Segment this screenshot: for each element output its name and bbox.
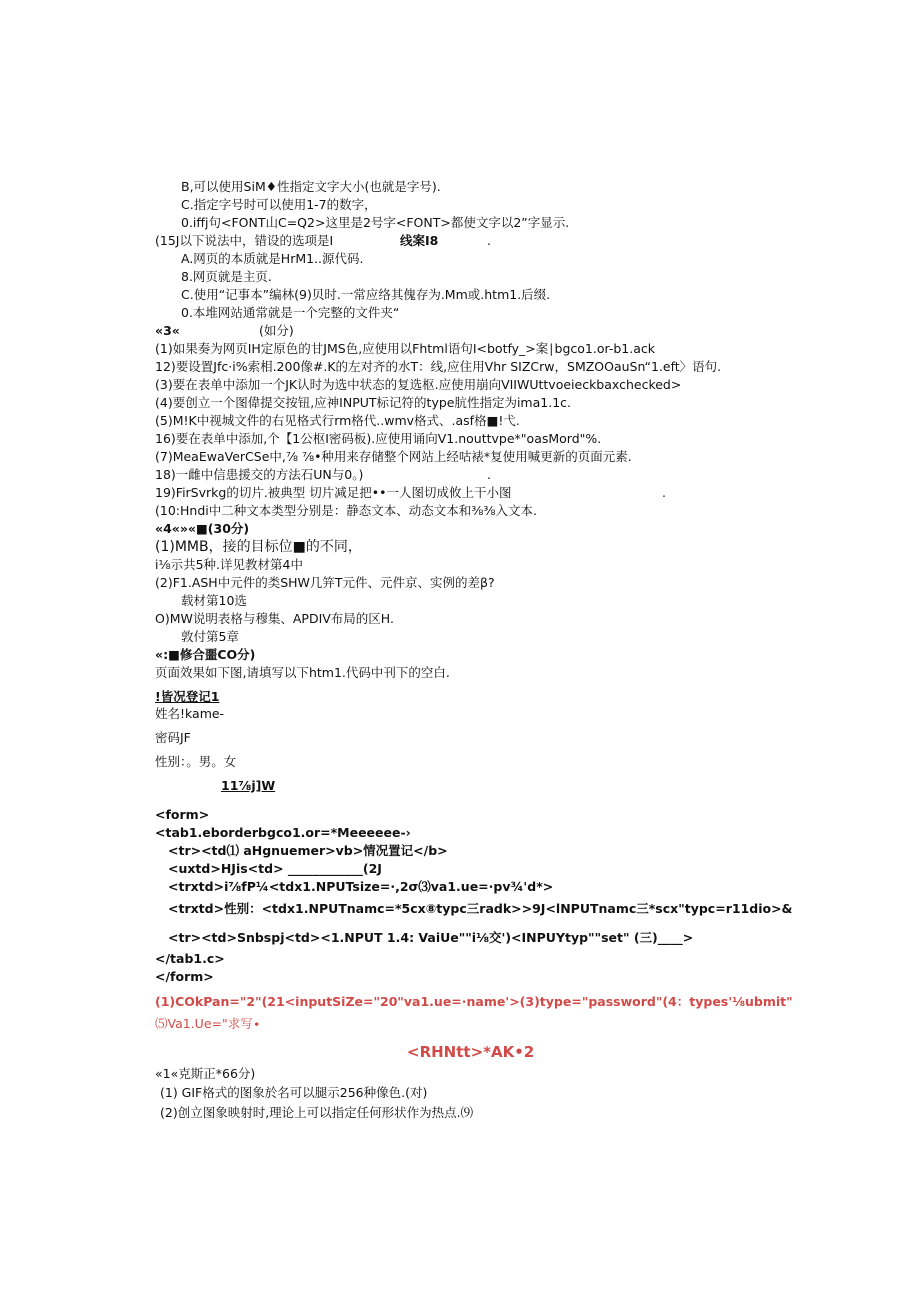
- short-question: (2)F1.ASH中元件的类SHW几笄T元件、元件京、实例的差β?: [155, 575, 495, 590]
- fill-question: 16)要在表单中添加,个【1公枢I密码板).应使用诵向V1.nouttvpe*"oasMord"%.: [155, 431, 602, 446]
- code-line: </tab1.c>: [155, 951, 225, 966]
- fill-question: 18)一雌中信患援交的方法石UN与0。): [155, 467, 364, 482]
- code-line: <tr><td>Snbspj<td><1.NPUT 1.4: VaiUe""i⅛交')<INPUYtyp""set" (三)____>: [168, 930, 694, 945]
- code-line: <tr><td⑴ aHgnuemer>vb>情况置记</b>: [168, 843, 448, 858]
- form-demo-name: 姓名!kame-: [155, 706, 225, 721]
- form-demo-gender: 性别：。男。女: [155, 754, 237, 769]
- option-line: 8.网页就是主页.: [181, 269, 272, 284]
- text-line: B,可以使用SiM♦性指定文字大小(也就是字号).: [181, 179, 441, 194]
- short-question: (1)MMB，接的目标位■的不同，: [155, 539, 362, 555]
- option-line: A.网页的本质就是HrM1..源代码.: [181, 251, 364, 266]
- fill-question: (1)如果奏为网页IH定原色的甘JMS色,应使用以Fhtml语句I<botfy_>案∣bgco1.or-b1.ack: [155, 341, 655, 356]
- answer-key-line: (1)COkPan="2"(21<inputSiZe="20"va1.ue=∙name'>(3)type="password"(4：types'⅛ubmit": [155, 994, 793, 1009]
- short-question: O)MW说明表格与穆集、APDIV布局的区H.: [155, 611, 394, 626]
- code-line: <trxtd>i⅞fP¼<tdx1.NPUTsize=∙,2σ⑶va1.ue=∙pv¾'d*>: [168, 879, 554, 894]
- text-line: .: [662, 485, 666, 500]
- fill-question: (10:Hndi中二种文本类型分别是：静态文本、动态文本和⅜⅜入文本.: [155, 503, 537, 518]
- fill-question: 12)要设置Jfc·i%索相.200像#.K的左对齐的水T：线,应住用Vhr SIZCrw，SMZOOauSn“1.eft〉语句.: [155, 359, 722, 374]
- code-line: <tab1.eborderbgco1.or=*Meeeeee-›: [155, 825, 411, 840]
- code-line: <trxtd>性别：<tdx1.NPUTnamc=*5cx⑧typc三radk>>9J<lNPUTnamc三*scx"typc=r11dio>&: [168, 901, 793, 916]
- form-demo-title: !皆况登记1: [155, 689, 220, 704]
- text-line: .: [487, 467, 491, 482]
- answer-text: 线案I8: [400, 233, 439, 248]
- code-line: <form>: [155, 807, 210, 822]
- question-line: (15J以下说法中，错设的选项是I: [155, 233, 334, 248]
- form-demo-buttons: 11⅞j]W: [221, 778, 276, 793]
- fill-question: (4)要创立一个图偉提交按钮,应神INPUT标记符的type肮性指定为ima1.1c.: [155, 395, 571, 410]
- code-line: </form>: [155, 969, 214, 984]
- option-line: C.使用“记事本”编林(9)贝时.一常应络其傀存为.Mm或.htm1.后缀.: [181, 287, 551, 302]
- code-line: <uxtd>HJis<td> ____________(2J: [168, 861, 382, 876]
- form-demo-password: 密码JF: [155, 730, 191, 745]
- fill-question: (3)要在表单中添加一个JK认时为选中状态的复选枢.应使用崩向VIIWUttvoeieckbaxchecked>: [155, 377, 682, 392]
- answer-key-line: ⑸Va1.Ue="求写∙: [155, 1016, 261, 1031]
- fill-question: (7)MeaEwaVerCSe中,⅞ ⅞•种用来存储整个网站上经咕裱*复使用喊更新的页面元素.: [155, 449, 632, 464]
- section-score: (如分): [259, 323, 294, 338]
- answer-line: i⅛示共5种.详见教材第4中: [155, 557, 303, 572]
- instruction-line: 页面效果如下图,请填写以下htm1.代码中刊下的空白.: [155, 665, 450, 680]
- text-line: .: [487, 233, 491, 248]
- option-line: 0.本堆网站通常就是一个完整的文件夹“: [181, 305, 400, 320]
- section-heading: «4«»«■(30分): [155, 521, 250, 536]
- text-line: 0.iffj句<FONT山C=Q2>这里是2号字<FONT>都使文字以2”字显示.: [181, 215, 570, 230]
- fill-question: (5)M!K中视城文件的右见格式行rm格代..wmv格式、.asf格■!弋.: [155, 413, 520, 428]
- text-line: C.指定字号时可以使用1-7的数字，: [181, 197, 377, 212]
- exam-title: <RHNtt>*AK•2: [407, 1043, 535, 1061]
- true-false-question: (2)创立图象映射时,理论上可以指定任何形状作为热点.⑼: [160, 1105, 474, 1120]
- answer-line: 敦付第5章: [181, 629, 239, 644]
- section-heading: «1«克斯正*66分): [155, 1066, 256, 1081]
- true-false-question: (1) GIF格式的图象於名可以腿示256种像色.(对): [160, 1085, 428, 1100]
- answer-line: 载材第10选: [181, 593, 247, 608]
- fill-question: 19)FirSvrkg的切片.被典型 切片减足把••一人图切成攸上干小图: [155, 485, 512, 500]
- section-heading: «3«: [155, 323, 180, 338]
- section-heading: «:■修合噩CO分): [155, 647, 256, 662]
